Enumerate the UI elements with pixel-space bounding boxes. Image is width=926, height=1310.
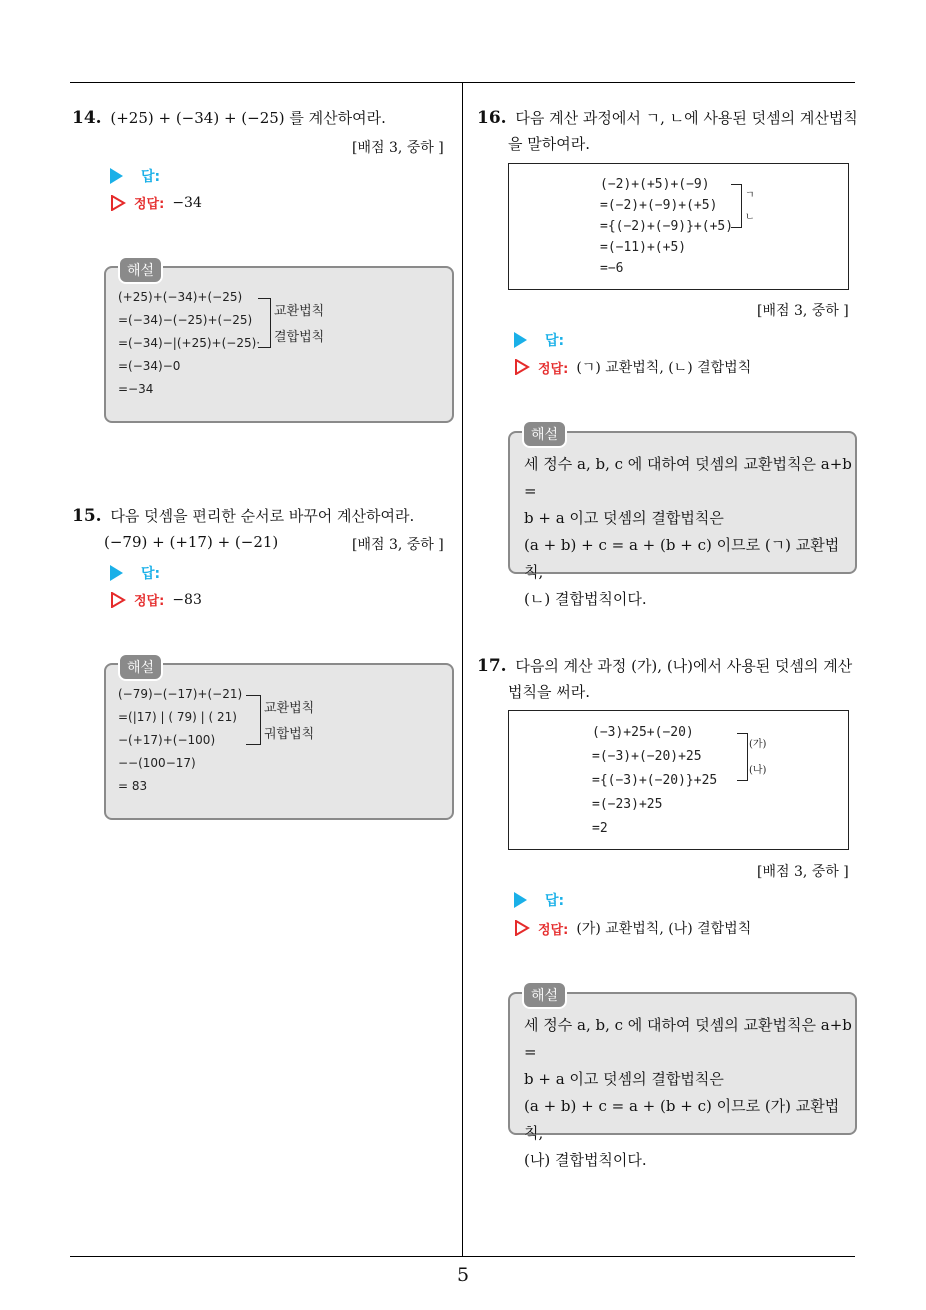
box-line: =(−2)+(−9)+(+5) bbox=[600, 198, 718, 213]
calc-steps bbox=[118, 683, 242, 798]
brace-label: (가) bbox=[749, 739, 767, 750]
explanation-line: (나) 결합법칙이다. bbox=[524, 1151, 647, 1169]
correct-value: (ㄱ) 교환법칙, (ㄴ) 결합법칙 bbox=[576, 360, 752, 376]
brace-label: 결합법칙 bbox=[274, 330, 325, 345]
score-meta: [배점 3, 중하 ] bbox=[352, 140, 444, 156]
question-number: 14. bbox=[72, 108, 102, 128]
correct-answer-row bbox=[514, 918, 751, 938]
answer-triangle-icon bbox=[514, 892, 527, 908]
calc-line: =(−34)−0 bbox=[118, 359, 181, 373]
question-text: 다음 덧셈을 편리한 순서로 바꾸어 계산하여라. bbox=[110, 507, 415, 525]
correct-answer-row bbox=[110, 193, 202, 212]
brace-label: (나) bbox=[749, 765, 767, 776]
question-text: (+25) + (−34) + (−25) 를 계산하여라. bbox=[110, 109, 386, 127]
answer-triangle-icon bbox=[110, 168, 123, 184]
question-text-line2: 을 말하여라. bbox=[508, 135, 590, 153]
brace-label: 교환법칙 bbox=[274, 304, 325, 319]
score-meta: [배점 3, 중하 ] bbox=[352, 537, 444, 553]
correct-value: −34 bbox=[172, 194, 202, 211]
question-number: 15. bbox=[72, 506, 102, 526]
explanation-line: b + a 이고 덧셈의 결합법칙은 bbox=[524, 1070, 724, 1088]
correct-label: 정답: bbox=[134, 197, 165, 212]
correct-value: −83 bbox=[172, 591, 202, 608]
calc-line: = 83 bbox=[118, 779, 148, 793]
correct-triangle-icon bbox=[514, 920, 530, 936]
correct-label: 정답: bbox=[538, 922, 569, 938]
answer-label: 답: bbox=[545, 893, 565, 909]
question-17 bbox=[477, 653, 852, 680]
box-line: ={(−3)+(−20)}+25 bbox=[592, 773, 718, 788]
answer-label: 답: bbox=[545, 333, 565, 349]
correct-triangle-icon bbox=[514, 359, 530, 375]
box-line: =(−3)+(−20)+25 bbox=[592, 749, 702, 764]
explanation-line: b + a 이고 덧셈의 결합법칙은 bbox=[524, 509, 724, 527]
law-brace bbox=[258, 298, 271, 348]
question-14 bbox=[72, 105, 386, 132]
correct-triangle-icon bbox=[110, 195, 126, 211]
explanation-box bbox=[104, 266, 454, 423]
law-brace bbox=[737, 733, 748, 781]
calc-line: −−(100−17) bbox=[118, 756, 196, 770]
explanation-line: 세 정수 a, b, c 에 대하여 덧셈의 교환법칙은 a+b = bbox=[524, 455, 852, 500]
box-calc-steps bbox=[600, 174, 733, 279]
explanation-line: 세 정수 a, b, c 에 대하여 덧셈의 교환법칙은 a+b = bbox=[524, 1016, 852, 1061]
explanation-box bbox=[508, 992, 857, 1169]
correct-answer-row bbox=[110, 590, 202, 609]
box-calc-steps bbox=[592, 721, 717, 841]
question-text-line1: 다음의 계산 과정 (가), (나)에서 사용된 덧셈의 계산 bbox=[515, 657, 853, 675]
answer-triangle-icon bbox=[110, 565, 123, 581]
correct-label: 정답: bbox=[134, 594, 165, 609]
calc-line: (+25)+(−34)+(−25) bbox=[118, 290, 243, 304]
brace-label: 교환법칙 bbox=[264, 701, 315, 716]
score-meta: [배점 3, 중하 ] bbox=[757, 864, 849, 880]
correct-value: (가) 교환법칙, (나) 결합법칙 bbox=[576, 921, 752, 937]
brace-label: ㄴ bbox=[745, 212, 755, 223]
answer-row bbox=[514, 330, 564, 350]
box-line: (−3)+25+(−20) bbox=[592, 725, 694, 740]
question-16 bbox=[477, 105, 858, 132]
correct-label: 정답: bbox=[538, 361, 569, 377]
law-brace bbox=[246, 695, 261, 745]
brace-label: 궈합법칙 bbox=[264, 727, 315, 742]
explanation-tag: 해설 bbox=[522, 420, 567, 448]
calc-line: =(−34)−(−25)+(−25) bbox=[118, 313, 253, 327]
answer-label: 답: bbox=[141, 566, 161, 582]
calc-line: =(−34)−|(+25)+(−25)· bbox=[118, 336, 261, 350]
explanation-line: (a + b) + c = a + (b + c) 이므로 (ㄱ) 교환법칙, bbox=[524, 536, 840, 581]
answer-label: 답: bbox=[141, 169, 161, 185]
page-number: 5 bbox=[456, 1264, 470, 1286]
explanation-tag: 해설 bbox=[522, 981, 567, 1009]
answer-row bbox=[110, 563, 160, 583]
brace-label: ㄱ bbox=[745, 190, 755, 201]
box-line: =(−23)+25 bbox=[592, 797, 663, 812]
question-number: 17. bbox=[477, 656, 507, 676]
calc-line: −(+17)+(−100) bbox=[118, 733, 216, 747]
box-line: =2 bbox=[592, 821, 608, 836]
law-brace bbox=[731, 184, 742, 228]
explanation-tag: 해설 bbox=[118, 653, 163, 681]
explanation-text bbox=[524, 451, 855, 613]
answer-triangle-icon bbox=[514, 332, 527, 348]
calc-steps bbox=[118, 286, 260, 401]
bottom-rule bbox=[70, 1256, 855, 1257]
question-text-line1: 다음 계산 과정에서 ㄱ, ㄴ에 사용된 덧셈의 계산법칙 bbox=[515, 109, 858, 127]
calc-box bbox=[508, 163, 849, 290]
answer-row bbox=[514, 890, 564, 910]
explanation-line: (ㄴ) 결합법칙이다. bbox=[524, 590, 647, 608]
box-line: (−2)+(+5)+(−9) bbox=[600, 177, 710, 192]
explanation-box bbox=[508, 431, 857, 608]
answer-row bbox=[110, 166, 160, 186]
calc-box bbox=[508, 710, 849, 850]
box-line: ={(−2)+(−9)}+(+5) bbox=[600, 219, 734, 234]
explanation-box bbox=[104, 663, 454, 820]
calc-line: (−79)−(−17)+(−21) bbox=[118, 687, 243, 701]
explanation-text bbox=[524, 1012, 855, 1174]
box-line: =(−11)+(+5) bbox=[600, 240, 687, 255]
question-15 bbox=[72, 503, 414, 530]
box-line: =−6 bbox=[600, 261, 624, 276]
explanation-tag: 해설 bbox=[118, 256, 163, 284]
explanation-line: (a + b) + c = a + (b + c) 이므로 (가) 교환법칙, bbox=[524, 1097, 840, 1142]
correct-answer-row bbox=[514, 357, 751, 377]
calc-line: =(|17) | ( 79) | ( 21) bbox=[118, 710, 237, 724]
score-meta: [배점 3, 중하 ] bbox=[757, 303, 849, 319]
question-expression: (−79) + (+17) + (−21) bbox=[104, 533, 279, 551]
question-text-line2: 법칙을 써라. bbox=[508, 683, 590, 701]
column-divider bbox=[462, 82, 463, 1256]
correct-triangle-icon bbox=[110, 592, 126, 608]
question-number: 16. bbox=[477, 108, 507, 128]
calc-line: =−34 bbox=[118, 382, 154, 396]
